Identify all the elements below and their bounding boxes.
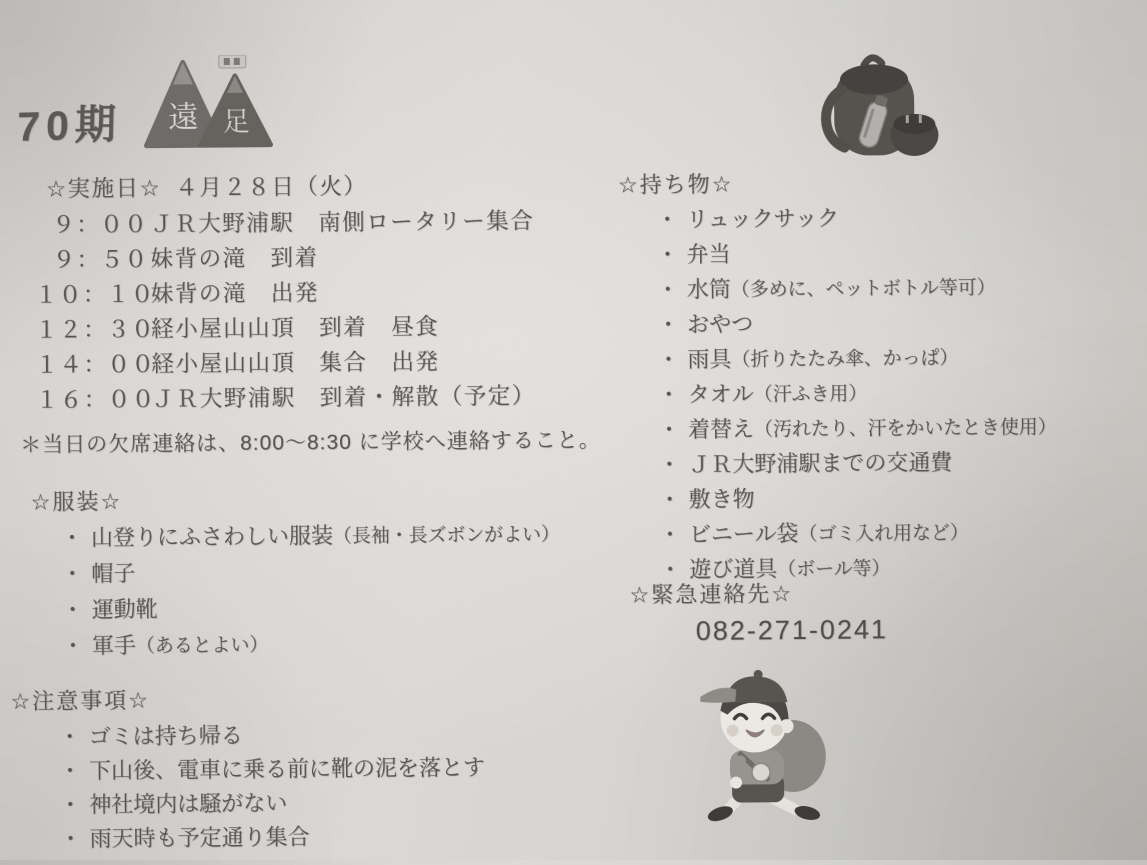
item-note: （汗ふき用） — [754, 378, 868, 406]
time-cell: １２：３０ — [35, 311, 149, 344]
walking-boy-illustration — [674, 660, 840, 825]
time-cell: １４：００ — [35, 346, 149, 379]
event-cell: 妹背の滝 到着 — [150, 240, 318, 273]
event-cell: ＪＲ大野浦駅 南側ロータリー集合 — [150, 203, 534, 238]
emergency-section — [629, 576, 888, 647]
item-text: リュックサック — [686, 202, 839, 234]
item-text: 山登りにふさわしい服装 — [91, 519, 333, 552]
item-bullet: ・ — [658, 483, 680, 514]
absence-note: ＊当日の欠席連絡は、8:00～8:30 に学校へ連絡すること。 — [20, 424, 601, 459]
schedule-row — [35, 306, 535, 345]
item-note: （汚れたり、汗をかいたとき使用） — [754, 412, 1057, 442]
event-date: ４月２８日（火） — [175, 168, 367, 202]
event-cell: ＪＲ大野浦駅 到着・解散（予定） — [152, 378, 536, 413]
item-bullet: ・ — [659, 518, 681, 549]
belongings-heading: ☆持ち物☆ — [618, 162, 1055, 202]
item-bullet: ・ — [61, 521, 83, 552]
boy-canteen-icon — [752, 763, 770, 781]
item-note: （折りたたみ傘、かっぱ） — [731, 343, 958, 372]
item-bullet: ・ — [658, 448, 680, 479]
belongings-section — [618, 162, 1058, 587]
item-bullet: ・ — [656, 203, 678, 234]
precautions-section — [10, 677, 486, 855]
time-cell: ９：００ — [34, 206, 148, 239]
clothing-heading: ☆服装☆ — [30, 478, 559, 519]
item-text: ゴミは持ち帰る — [89, 718, 243, 750]
item-bullet: ・ — [657, 308, 679, 339]
list-item — [618, 233, 1055, 272]
item-note: （多めに、ペットボトル等可） — [731, 272, 996, 301]
time-cell: ９：５０ — [34, 241, 148, 274]
item-bullet: ・ — [59, 754, 81, 785]
list-item — [619, 303, 1056, 342]
list-item — [11, 817, 485, 855]
item-text: ＪＲ大野浦駅までの交通費 — [688, 446, 952, 479]
list-item — [620, 478, 1057, 517]
list-item — [619, 268, 1056, 307]
schedule-row — [34, 201, 534, 240]
item-bullet: ・ — [61, 557, 83, 588]
item-text: 水筒 — [687, 273, 731, 304]
boy-cap-icon — [700, 670, 787, 703]
item-text: 帽子 — [91, 556, 135, 587]
item-text: 着替え — [688, 412, 754, 444]
item-text: ビニール袋 — [689, 517, 799, 549]
item-bullet: ・ — [59, 822, 81, 853]
list-item — [31, 550, 560, 591]
emergency-heading: ☆緊急連絡先☆ — [629, 576, 887, 609]
item-note: （ボール等） — [777, 553, 890, 581]
list-item — [31, 514, 560, 555]
pouch-icon — [890, 114, 938, 156]
page-title: 70期 — [17, 91, 123, 153]
item-bullet: ・ — [656, 238, 678, 269]
phone-number: 082-271-0241 — [696, 614, 888, 647]
list-item — [11, 783, 485, 821]
list-item — [32, 622, 561, 663]
item-bullet: ・ — [59, 720, 81, 751]
list-item — [11, 749, 485, 787]
boy-hand-icon — [730, 777, 742, 789]
item-bullet: ・ — [657, 343, 679, 374]
schedule-heading-label: ☆実施日☆ — [46, 170, 162, 203]
precautions-heading: ☆注意事項☆ — [10, 677, 484, 719]
item-bullet: ・ — [658, 378, 680, 409]
list-item — [31, 586, 560, 627]
item-note: （ゴミ入れ用など） — [798, 518, 968, 546]
item-text: 遊び道具 — [689, 552, 777, 584]
event-cell: 経小屋山山頂 集合 出発 — [151, 344, 439, 379]
time-cell: １０：１０ — [35, 276, 149, 309]
clothing-section — [30, 478, 560, 663]
schedule-row — [35, 271, 535, 310]
item-text: 雨具 — [687, 343, 731, 374]
item-note: （長袖・長ズボンがよい） — [333, 519, 560, 548]
backpack-handle-icon — [864, 58, 882, 66]
list-item — [620, 373, 1057, 412]
item-bullet: ・ — [658, 413, 680, 444]
item-text: おやつ — [687, 307, 753, 339]
item-text: 弁当 — [686, 238, 730, 269]
item-text: タオル — [688, 377, 754, 409]
event-cell: 経小屋山山頂 到着 昼食 — [151, 309, 439, 344]
schedule-row — [35, 341, 535, 380]
list-item — [621, 513, 1058, 552]
event-cell: 妹背の滝 出発 — [151, 275, 319, 308]
item-bullet: ・ — [62, 629, 84, 660]
schedule-heading — [34, 164, 534, 205]
item-bullet: ・ — [59, 788, 81, 819]
time-cell: １６：００ — [36, 381, 150, 414]
item-bullet: ・ — [659, 553, 681, 584]
list-item — [619, 338, 1056, 377]
item-text: 運動靴 — [91, 592, 157, 624]
item-text: 敷き物 — [688, 482, 754, 514]
schedule-row — [34, 236, 534, 275]
backpack-illustration — [812, 49, 943, 165]
mountains-icon — [146, 62, 271, 146]
schedule-section — [34, 164, 536, 415]
item-bullet: ・ — [657, 273, 679, 304]
item-text: 軍手 — [92, 628, 136, 659]
list-item — [620, 443, 1057, 482]
logo-char-ashi: 足 — [223, 107, 250, 137]
banner-icon — [219, 55, 246, 68]
schedule-row — [36, 376, 536, 415]
item-text: 雨天時も予定通り集合 — [89, 820, 309, 853]
mountain-excursion-logo — [143, 55, 274, 154]
item-text: 下山後、電車に乗る前に靴の泥を落とす — [89, 750, 485, 784]
item-bullet: ・ — [61, 593, 83, 624]
item-text: 神社境内は騒がない — [89, 786, 287, 819]
list-item — [618, 198, 1055, 237]
list-item — [620, 408, 1057, 447]
list-item — [10, 715, 484, 753]
logo-char-tooi: 遠 — [168, 101, 198, 134]
item-note: （あるとよい） — [136, 629, 269, 657]
